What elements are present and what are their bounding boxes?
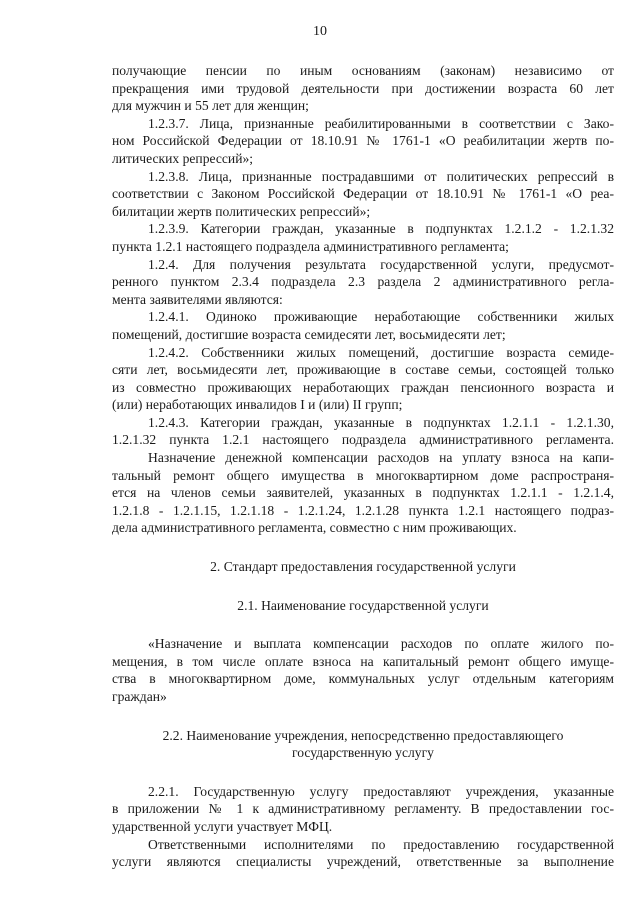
paragraph-1-2-3-9: 1.2.3.9. Категории граждан, указанные в подпунктах 1.2.1.2 - 1.2.1.32 — [148, 221, 614, 237]
text-line: ударственной услуги участвует МФЦ. — [112, 818, 333, 834]
paragraph-1-2-3-7: 1.2.3.7. Лица, признанные реабилитированными в соответствии с Зако- — [148, 115, 614, 131]
text-line: соответствии с Законом Российской Федерации от 18.10.91 № 1761-1 «О реа- — [112, 186, 614, 202]
text-line: дела административного регламента, совместно с ним проживающих. — [112, 520, 517, 536]
text-line: 1.2.1.8 - 1.2.1.15, 1.2.1.18 - 1.2.1.24, 1.2.1.28 пункта 1.2.1 настоящего подраз- — [112, 502, 614, 518]
text-line: мента заявителями являются: — [112, 291, 283, 307]
text-line: помещений, достигшие возраста семидесяти лет, восьмидесяти лет; — [112, 326, 506, 342]
text-line: для мужчин и 55 лет для женщин; — [112, 98, 309, 114]
text-line: мещения, в том числе оплате взноса на капитальный ремонт общего имуще- — [112, 653, 614, 669]
text-line: прекращения ими трудовой деятельности при достижении возраста 60 лет — [112, 80, 614, 96]
subsection-heading-2-2-cont: государственную услугу — [292, 745, 434, 761]
paragraph-1-2-4-2: 1.2.4.2. Собственники жилых помещений, достигшие возраста семиде- — [148, 344, 614, 360]
section-heading-2: 2. Стандарт предоставления государственной услуги — [210, 559, 516, 575]
text-line: ства в многоквартирном доме, коммунальных услуг отдельным категориям — [112, 671, 614, 687]
service-name-paragraph: «Назначение и выплата компенсации расходов по оплате жилого по- — [148, 636, 614, 652]
text-line: в приложении № 1 к административному регламенту. В предоставлении гос- — [112, 801, 614, 817]
text-line: получающие пенсии по иным основаниям (законам) независимо от — [112, 63, 614, 78]
text-line: из совместно проживающих неработающих граждан пенсионного возраста и — [112, 379, 614, 395]
document-body — [112, 62, 614, 871]
paragraph-1-2-4-1: 1.2.4.1. Одиноко проживающие неработающие собственники жилых — [148, 309, 614, 325]
text-line: пункта 1.2.1 настоящего подраздела административного регламента; — [112, 238, 509, 254]
page-number: 10 — [313, 24, 327, 39]
paragraph-compensation: Назначение денежной компенсации расходов на уплату взноса на капи- — [148, 450, 614, 466]
paragraph-1-2-3-8: 1.2.3.8. Лица, признанные пострадавшими от политических репрессий в — [148, 168, 614, 184]
paragraph-2-2-1: 2.2.1. Государственную услугу предоставляют учреждения, указанные — [148, 783, 614, 799]
text-line: услуги являются специалисты учреждений, ответственные за выполнение — [112, 854, 614, 870]
text-line: 1.2.1.32 пункта 1.2.1 настоящего подраздела административного регламента. — [112, 432, 614, 448]
paragraph-1-2-4: 1.2.4. Для получения результата государственной услуги, предусмот- — [148, 256, 614, 272]
subsection-heading-2-1: 2.1. Наименование государственной услуги — [237, 597, 489, 613]
text-line: граждан» — [112, 689, 167, 704]
text-line: тальный ремонт общего имущества в многоквартирном доме распространя- — [112, 467, 614, 483]
text-line: (или) неработающих инвалидов I и (или) II групп; — [112, 397, 403, 413]
text-line: ном Российской Федерации от 18.10.91 № 1761-1 «О реабилитации жертв по- — [112, 133, 614, 149]
text-line: билитации жертв политических репрессий»; — [112, 203, 371, 219]
text-line: ется на членов семьи заявителей, указанных в подпунктах 1.2.1.1 - 1.2.1.4, — [112, 485, 614, 501]
subsection-heading-2-2: 2.2. Наименование учреждения, непосредственно предоставляющего — [162, 727, 564, 743]
paragraph-1-2-4-3: 1.2.4.3. Категории граждан, указанные в подпунктах 1.2.1.1 - 1.2.1.30, — [148, 414, 614, 430]
text-line: ренного пунктом 2.3.4 подраздела 2.3 раздела 2 административного регла- — [112, 274, 614, 290]
text-line: литических репрессий»; — [112, 150, 254, 166]
text-line: сяти лет, восьмидесяти лет, проживающие в составе семьи, состоящей только — [112, 362, 614, 378]
paragraph-responsible: Ответственными исполнителями по предоставлению государственной — [148, 836, 614, 852]
